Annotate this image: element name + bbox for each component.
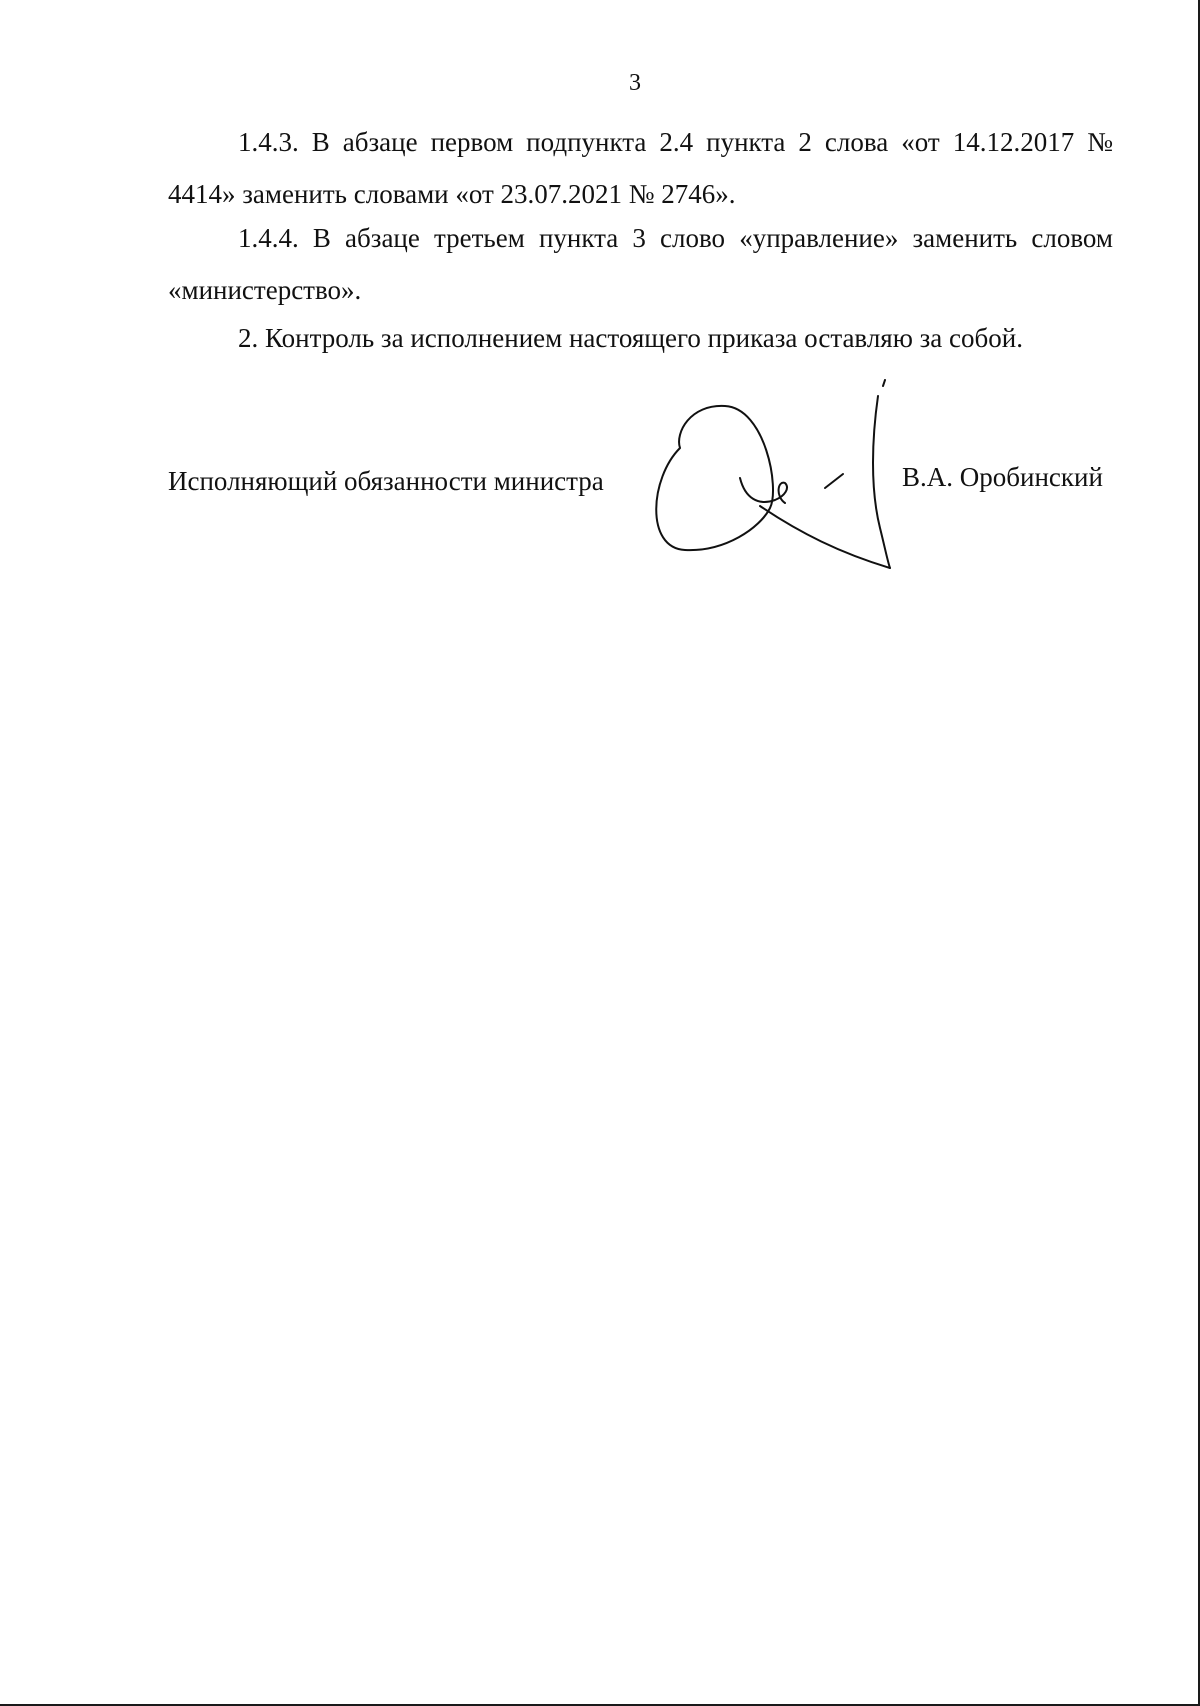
- signature-dash-stroke: [825, 474, 843, 488]
- signer-title: Исполняющий обязанности министра: [168, 466, 604, 496]
- signer-name: В.А. Оробинский: [902, 462, 1103, 492]
- signature-tail-stroke: [760, 506, 890, 568]
- paragraph-1-4-4: 1.4.4. В абзаце третьем пункта 3 слово «управление» заменить словом «министерство».: [168, 223, 1113, 305]
- signature-curl-stroke: [740, 478, 787, 503]
- paragraph-2: 2. Контроль за исполнением настоящего приказа оставляю за собой.: [238, 323, 1023, 353]
- signature-tick-stroke: [883, 380, 885, 386]
- page-number: 3: [629, 70, 641, 96]
- signature-vertical-stroke: [873, 396, 890, 568]
- paragraph-1-4-3: 1.4.3. В абзаце первом подпункта 2.4 пункта 2 слова «от 14.12.2017 № 4414» заменить словами «от 23.07.2021 № 2746».: [168, 127, 1113, 209]
- signature-loop-stroke: [656, 406, 773, 550]
- handwritten-signature: [640, 378, 920, 578]
